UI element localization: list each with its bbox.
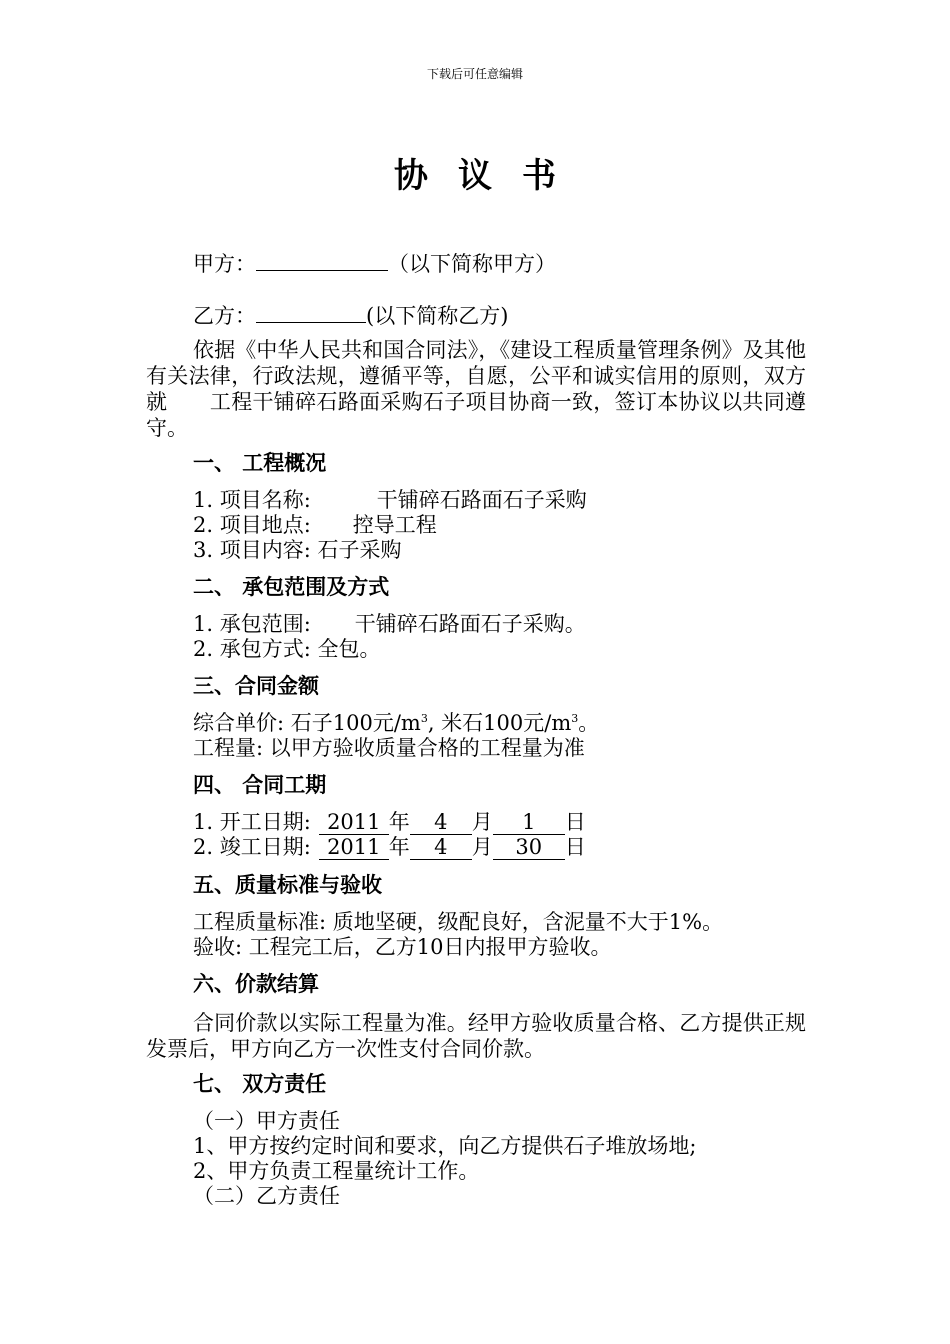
s4-start-day-unit: 日 [564, 810, 586, 834]
s2-item-1-value: 干铺碎石路面石子采购。 [354, 612, 586, 636]
section-4-heading: 四、 合同工期 [193, 773, 327, 797]
s4-end-month: 4 [410, 835, 472, 860]
s2-item-1 [193, 611, 586, 637]
section-6-heading: 六、价款结算 [193, 972, 319, 996]
s1-item-1-label: 1. 项目名称: [193, 488, 311, 512]
s4-start-month: 4 [410, 810, 472, 835]
s4-start-year-unit: 年 [388, 810, 410, 834]
s5-standard: 工程质量标准: 质地坚硬，级配良好，含泥量不大于1%。 [193, 910, 724, 934]
s4-end-month-unit: 月 [471, 835, 493, 859]
s3-price-end: 。 [578, 711, 600, 735]
s3-price-b: , 米石100元/m [427, 711, 572, 735]
s4-start-day: 1 [493, 810, 565, 835]
s4-start-label: 1. 开工日期: [193, 810, 311, 834]
s4-end-year: 2011 [319, 835, 389, 860]
s4-end-label: 2. 竣工日期: [193, 835, 311, 859]
section-5-heading: 五、质量标准与验收 [193, 873, 382, 897]
s4-end-year-unit: 年 [388, 835, 410, 859]
s1-item-3: 3. 项目内容: 石子采购 [193, 538, 402, 562]
party-a-suffix: （以下简称甲方） [388, 252, 556, 276]
section-1-heading: 一、 工程概况 [193, 451, 327, 475]
s2-item-2: 2. 承包方式: 全包。 [193, 637, 381, 661]
s7-party-a-item-2: 2、甲方负责工程量统计工作。 [193, 1159, 480, 1183]
party-b-blank [256, 300, 366, 323]
s6-paragraph: 合同价款以实际工程量为准。经甲方验收质量合格、乙方提供正规发票后，甲方向乙方一次性支付合同价款。 [146, 1011, 806, 1061]
party-a-blank [256, 248, 388, 271]
party-b-line [193, 300, 508, 329]
s1-item-2-label: 2. 项目地点: [193, 513, 311, 537]
s2-item-1-label: 1. 承包范围: [193, 612, 311, 636]
party-a-label: 甲方： [193, 252, 256, 276]
s4-end-day-unit: 日 [564, 835, 586, 859]
s3-sup-1: 3 [420, 712, 428, 725]
s5-acceptance: 验收: 工程完工后，乙方10日内报甲方验收。 [193, 935, 612, 959]
intro-paragraph: 依据《中华人民共和国合同法》，《建设工程质量管理条例》及其他有关法律，行政法规，遵循平等，自愿，公平和诚实信用的原则，双方就 工程干铺碎石路面采购石子项目协商一致，签订本协议以共同遵守。 [146, 338, 806, 440]
page-header-note: 下载后可任意编辑 [426, 67, 523, 81]
s3-sup-2: 3 [571, 712, 579, 725]
s3-price-a: 综合单价: 石子100元/m [193, 711, 421, 735]
s1-item-1 [193, 487, 587, 513]
section-2-heading: 二、 承包范围及方式 [193, 575, 390, 599]
s7-party-a-item-1: 1、甲方按约定时间和要求，向乙方提供石子堆放场地; [193, 1134, 697, 1158]
party-a-line [193, 248, 556, 277]
section-3-heading: 三、合同金额 [193, 674, 319, 698]
s1-item-2-value: 控导工程 [352, 513, 437, 537]
party-b-label: 乙方： [193, 304, 256, 328]
section-7-heading: 七、 双方责任 [193, 1072, 327, 1096]
document-title: 协议书 [394, 156, 586, 196]
s7-party-b-title: （二）乙方责任 [193, 1184, 340, 1208]
s1-item-1-value: 干铺碎石路面石子采购 [376, 488, 587, 512]
party-b-suffix: (以下简称乙方) [366, 304, 509, 328]
s3-unit-price [193, 710, 599, 736]
s4-start-date [193, 809, 586, 835]
s4-start-year: 2011 [319, 810, 389, 835]
s3-quantity: 工程量: 以甲方验收质量合格的工程量为准 [193, 736, 585, 760]
s4-start-month-unit: 月 [471, 810, 493, 834]
s7-party-a-title: （一）甲方责任 [193, 1109, 340, 1133]
s1-item-2 [193, 512, 437, 538]
s4-end-day: 30 [493, 835, 565, 860]
s4-end-date [193, 834, 586, 860]
